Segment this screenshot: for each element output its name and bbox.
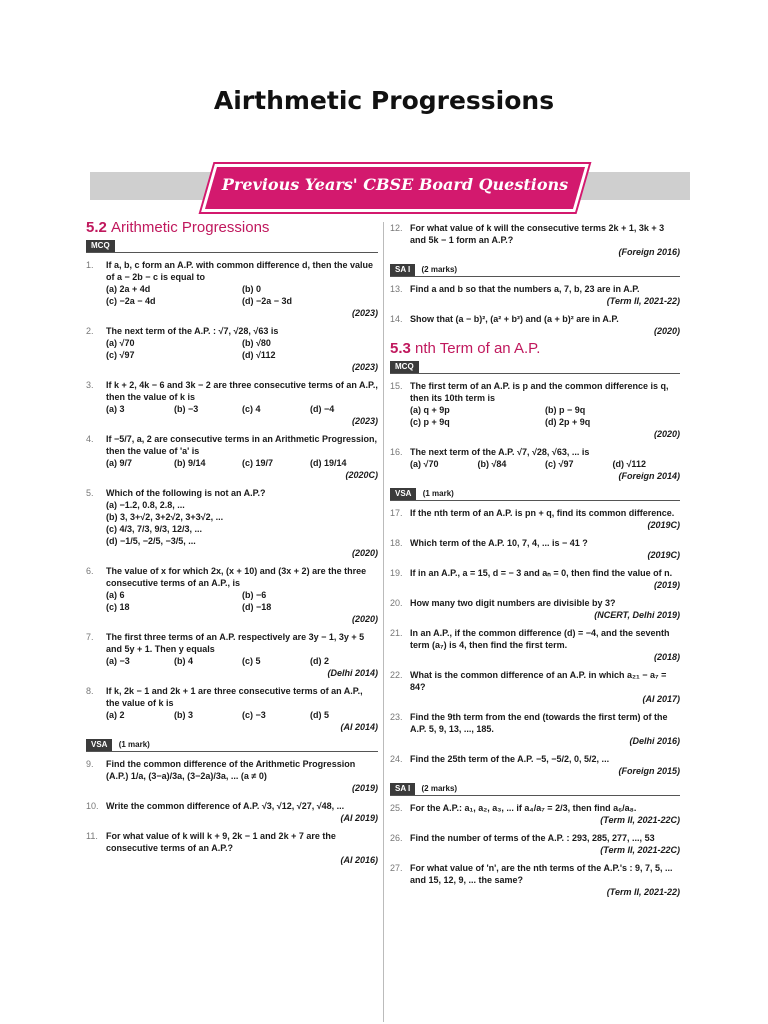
question-body — [410, 597, 680, 621]
question-item — [390, 832, 680, 856]
options-grid — [106, 283, 378, 307]
question-list — [390, 380, 680, 482]
question-number: 5. — [86, 488, 94, 498]
tag-row — [390, 361, 680, 374]
option: (d) √112 — [242, 350, 276, 360]
tag-row — [86, 739, 378, 752]
question-text: If k, 2k − 1 and 2k + 1 are three consecutive terms of an A.P., the value of k is — [106, 686, 363, 708]
column-divider — [383, 222, 384, 1022]
question-body — [410, 567, 680, 591]
question-text: Find the number of terms of the A.P. : 293, 285, 277, ..., 53 — [410, 833, 655, 843]
question-text: Find the 9th term from the end (towards the first term) of the A.P. 5, 9, 13, ..., 185. — [410, 712, 668, 734]
question-source: (AI 2017) — [642, 694, 680, 704]
marks-label: (1 mark) — [118, 740, 150, 749]
question-body — [410, 711, 680, 747]
question-text: The value of x for which 2x, (x + 10) and (3x + 2) are the three consecutive terms of an A.P., is — [106, 566, 367, 588]
options-row — [106, 655, 378, 667]
question-source: (2020) — [653, 326, 680, 336]
question-item — [86, 325, 378, 373]
question-number: 8. — [86, 686, 94, 696]
question-item — [390, 380, 680, 440]
options-grid — [106, 589, 378, 613]
section-number: 5.2 — [86, 219, 107, 236]
option: (b) 3 — [174, 710, 193, 720]
sa-tag: SA I — [390, 264, 415, 276]
question-item — [390, 862, 680, 898]
option: (d) 19/14 — [310, 458, 347, 468]
question-source: (2020C) — [345, 470, 378, 480]
question-text: Find the common difference of the Arithmetic Progression (A.P.) 1/a, (3−a)/3a, (3−2a)/3a, ... (a ≠ 0) — [106, 759, 356, 781]
option: (b) −3 — [174, 404, 199, 414]
question-number: 26. — [390, 833, 403, 843]
option: (d) 2 — [310, 656, 329, 666]
tag-row — [86, 240, 378, 253]
question-body — [410, 537, 680, 561]
section-title: nth Term of an A.P. — [415, 340, 541, 357]
question-text: Find the 25th term of the A.P. −5, −5/2, 0, 5/2, ... — [410, 754, 610, 764]
question-text: If a, b, c form an A.P. with common difference d, then the value of a − 2b − c is equal to — [106, 260, 374, 282]
question-number: 10. — [86, 801, 99, 811]
question-source: (2020) — [653, 429, 680, 439]
question-source: (2019) — [351, 783, 378, 793]
section-number: 5.3 — [390, 340, 411, 357]
question-source: (2020) — [351, 614, 378, 624]
option: (a) 6 — [106, 590, 125, 600]
question-item — [390, 753, 680, 777]
question-list — [86, 259, 378, 733]
question-body — [410, 507, 680, 531]
banner — [90, 164, 690, 208]
question-source: (Foreign 2016) — [618, 247, 680, 257]
option: (b) −6 — [242, 590, 267, 600]
question-item — [390, 283, 680, 307]
question-source: (Delhi 2014) — [327, 668, 378, 678]
question-item — [390, 669, 680, 705]
option: (c) 4/3, 7/3, 9/3, 12/3, ... — [106, 524, 203, 534]
question-item — [390, 567, 680, 591]
option: (d) −4 — [310, 404, 335, 414]
right-column — [390, 222, 680, 904]
option: (d) −2a − 3d — [242, 296, 293, 306]
question-text: Show that (a − b)², (a² + b²) and (a + b)² are in A.P. — [410, 314, 619, 324]
question-number: 20. — [390, 598, 403, 608]
option: (c) p + 9q — [410, 417, 450, 427]
option: (d) −18 — [242, 602, 272, 612]
question-item — [390, 711, 680, 747]
question-item — [86, 259, 378, 319]
section-heading — [86, 219, 378, 236]
question-body — [106, 487, 378, 559]
option: (d) 5 — [310, 710, 329, 720]
option: (a) q + 9p — [410, 405, 450, 415]
option: (c) √97 — [545, 459, 574, 469]
option: (a) 9/7 — [106, 458, 133, 468]
question-source: (Foreign 2015) — [618, 766, 680, 776]
question-source: (2019C) — [647, 520, 680, 530]
mcq-tag: MCQ — [390, 361, 419, 373]
question-text: If k + 2, 4k − 6 and 3k − 2 are three consecutive terms of an A.P., then the value of k is — [106, 380, 378, 402]
question-number: 1. — [86, 260, 94, 270]
question-body — [106, 830, 378, 866]
question-item — [86, 565, 378, 625]
option: (c) −2a − 4d — [106, 296, 156, 306]
question-text: Write the common difference of A.P. √3, √12, √27, √48, ... — [106, 801, 345, 811]
option: (c) 5 — [242, 656, 261, 666]
question-body — [410, 832, 680, 856]
question-source: (AI 2016) — [340, 855, 378, 865]
question-body — [106, 433, 378, 481]
sa-tag: SA I — [390, 783, 415, 795]
question-number: 19. — [390, 568, 403, 578]
question-item — [390, 446, 680, 482]
question-source: (AI 2019) — [340, 813, 378, 823]
option: (b) 9/14 — [174, 458, 206, 468]
option: (b) √80 — [242, 338, 271, 348]
question-body — [106, 325, 378, 373]
question-source: (2023) — [351, 362, 378, 372]
question-body — [106, 758, 378, 794]
question-number: 18. — [390, 538, 403, 548]
question-number: 6. — [86, 566, 94, 576]
question-text: If in an A.P., a = 15, d = − 3 and aₙ = 0, then find the value of n. — [410, 568, 673, 578]
question-source: (2019) — [653, 580, 680, 590]
question-number: 11. — [86, 831, 98, 841]
question-body — [410, 669, 680, 705]
question-source: (AI 2014) — [340, 722, 378, 732]
options-row — [410, 458, 680, 470]
question-number: 22. — [390, 670, 403, 680]
banner-text: Previous Years' CBSE Board Questions — [221, 175, 569, 194]
options-grid — [410, 404, 680, 428]
option: (c) 19/7 — [242, 458, 274, 468]
question-source: (Term II, 2021-22C) — [600, 815, 680, 825]
question-item — [86, 631, 378, 679]
question-number: 24. — [390, 754, 403, 764]
question-body — [106, 259, 378, 319]
question-list — [86, 758, 378, 866]
question-source: (2020) — [351, 548, 378, 558]
question-text: For what value of 'n', are the nth terms of the A.P.'s : 9, 7, 5, ... and 15, 12, 9, ... the same? — [410, 863, 673, 885]
question-body — [106, 631, 378, 679]
options-row — [106, 709, 378, 721]
option: (d) √112 — [612, 459, 646, 469]
question-item — [86, 758, 378, 794]
question-source: (2018) — [653, 652, 680, 662]
question-text: In an A.P., if the common difference (d) = −4, and the seventh term (a₇) is 4, then find the first term. — [410, 628, 670, 650]
option: (b) √84 — [477, 459, 507, 469]
question-list — [390, 507, 680, 777]
tag-row — [390, 264, 680, 277]
question-body — [410, 222, 680, 258]
question-item — [390, 507, 680, 531]
question-number: 14. — [390, 314, 403, 324]
question-item — [86, 830, 378, 866]
option: (c) √97 — [106, 350, 135, 360]
question-item — [86, 379, 378, 427]
question-body — [410, 627, 680, 663]
question-item — [390, 537, 680, 561]
question-body — [410, 313, 680, 337]
vsa-tag: VSA — [390, 488, 416, 500]
question-item — [390, 222, 680, 258]
question-text: What is the common difference of an A.P. in which a₂₁ − a₇ = 84? — [410, 670, 667, 692]
option: (a) 2 — [106, 710, 125, 720]
question-source: (2019C) — [647, 550, 680, 560]
question-number: 23. — [390, 712, 403, 722]
option: (a) √70 — [410, 459, 439, 469]
option: (d) 2p + 9q — [545, 417, 591, 427]
option: (b) 4 — [174, 656, 193, 666]
question-source: (NCERT, Delhi 2019) — [594, 610, 680, 620]
section-title: Arithmetic Progressions — [111, 219, 270, 236]
question-source: (Delhi 2016) — [629, 736, 680, 746]
options-row — [106, 457, 378, 469]
options-grid — [106, 337, 378, 361]
question-item — [86, 487, 378, 559]
question-body — [410, 862, 680, 898]
question-body — [410, 753, 680, 777]
question-number: 27. — [390, 863, 403, 873]
question-text: If the nth term of an A.P. is pn + q, find its common difference. — [410, 508, 675, 518]
page-title: Airthmetic Progressions — [213, 86, 555, 115]
question-text: Find a and b so that the numbers a, 7, b, 23 are in A.P. — [410, 284, 640, 294]
question-text: Which of the following is not an A.P.? — [106, 488, 266, 498]
tag-row — [390, 783, 680, 796]
question-body — [106, 685, 378, 733]
question-number: 13. — [390, 284, 403, 294]
option: (a) −3 — [106, 656, 130, 666]
question-text: If −5/7, a, 2 are consecutive terms in an Arithmetic Progression, then the value of 'a' is — [106, 434, 378, 456]
option: (c) −3 — [242, 710, 266, 720]
question-list — [390, 802, 680, 898]
question-body — [410, 380, 680, 440]
question-number: 15. — [390, 381, 403, 391]
option: (b) 3, 3+√2, 3+2√2, 3+3√2, ... — [106, 512, 224, 522]
question-number: 7. — [86, 632, 94, 642]
question-source: (Term II, 2021-22) — [606, 296, 680, 306]
question-item — [86, 685, 378, 733]
question-number: 12. — [390, 223, 403, 233]
option: (a) 2a + 4d — [106, 284, 151, 294]
option: (c) 4 — [242, 404, 261, 414]
question-source: (Term II, 2021-22) — [606, 887, 680, 897]
question-number: 25. — [390, 803, 403, 813]
question-body — [410, 446, 680, 482]
options-row — [106, 403, 378, 415]
marks-label: (1 mark) — [422, 489, 454, 498]
vsa-tag: VSA — [86, 739, 112, 751]
question-body — [410, 802, 680, 826]
marks-label: (2 marks) — [421, 784, 458, 793]
mcq-tag: MCQ — [86, 240, 115, 252]
question-number: 3. — [86, 380, 94, 390]
question-text: For the A.P.: a₁, a₂, a₃, ... if a₄/a₇ = 2/3, then find a₆/a₈. — [410, 803, 637, 813]
question-text: The next term of the A.P. : √7, √28, √63 is — [106, 326, 279, 336]
option: (a) 3 — [106, 404, 125, 414]
question-number: 9. — [86, 759, 94, 769]
option: (b) p − 9q — [545, 405, 586, 415]
question-number: 16. — [390, 447, 403, 457]
question-number: 4. — [86, 434, 94, 444]
question-source: (2023) — [351, 308, 378, 318]
question-number: 21. — [390, 628, 403, 638]
option: (d) −1/5, −2/5, −3/5, ... — [106, 536, 196, 546]
section-heading — [390, 340, 680, 357]
question-body — [106, 379, 378, 427]
option: (b) 0 — [242, 284, 261, 294]
question-item — [390, 802, 680, 826]
question-text: Which term of the A.P. 10, 7, 4, ... is − 41 ? — [410, 538, 588, 548]
question-item — [390, 597, 680, 621]
question-body — [410, 283, 680, 307]
question-text: How many two digit numbers are divisible by 3? — [410, 598, 616, 608]
question-list — [390, 283, 680, 337]
question-item — [390, 627, 680, 663]
question-body — [106, 800, 378, 824]
left-column — [86, 219, 378, 872]
question-text: For what value of k will the consecutive terms 2k + 1, 3k + 3 and 5k − 1 form an A.P.? — [410, 223, 665, 245]
question-text: The first term of an A.P. is p and the common difference is q, then its 10th term is — [410, 381, 669, 403]
option: (a) −1.2, 0.8, 2.8, ... — [106, 500, 185, 510]
question-item — [390, 313, 680, 337]
option: (c) 18 — [106, 602, 130, 612]
question-source: (Foreign 2014) — [618, 471, 680, 481]
question-text: The first three terms of an A.P. respectively are 3y − 1, 3y + 5 and 5y + 1. Then y equals — [106, 632, 365, 654]
tag-row — [390, 488, 680, 501]
question-text: For what value of k will k + 9, 2k − 1 and 2k + 7 are the consecutive terms of an A.P.? — [106, 831, 336, 853]
question-list — [390, 222, 680, 258]
marks-label: (2 marks) — [421, 265, 458, 274]
question-number: 17. — [390, 508, 403, 518]
question-text: The next term of the A.P. √7, √28, √63, ... is — [410, 447, 590, 457]
question-body — [106, 565, 378, 625]
question-item — [86, 433, 378, 481]
question-source: (2023) — [351, 416, 378, 426]
question-number: 2. — [86, 326, 94, 336]
option: (a) √70 — [106, 338, 135, 348]
question-item — [86, 800, 378, 824]
question-source: (Term II, 2021-22C) — [600, 845, 680, 855]
